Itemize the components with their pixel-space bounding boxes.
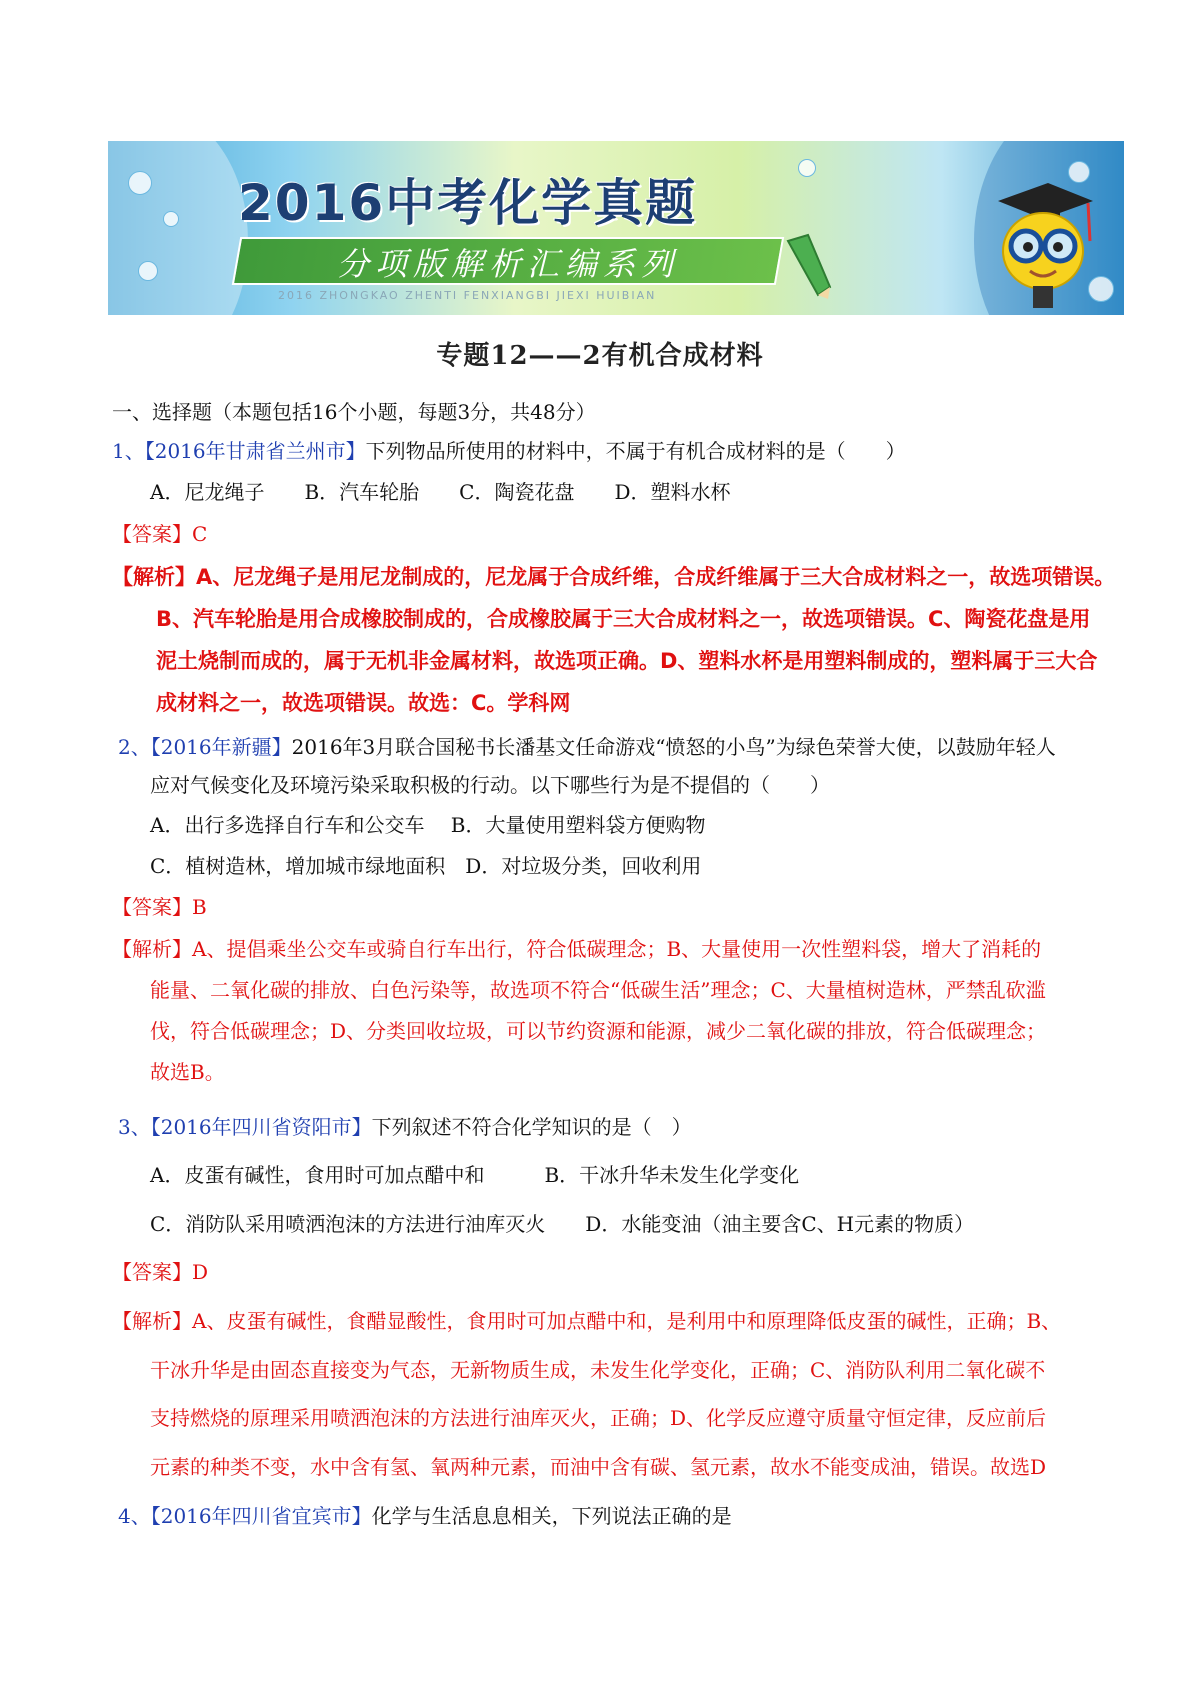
question-4	[118, 1502, 732, 1530]
question-number: 2、	[118, 735, 151, 759]
question-stem: 下列叙述不符合化学知识的是（ ）	[371, 1115, 692, 1139]
mascot-icon	[978, 171, 1098, 311]
answer: 【答案】B	[112, 895, 207, 919]
question-1	[112, 437, 906, 465]
question-stem: 2016年3月联合国秘书长潘基文任命游戏“愤怒的小鸟”为绿色荣誉大使，以鼓励年轻人	[291, 735, 1056, 759]
analysis-line: 成材料之一，故选项错误。故选：C。学科网	[156, 691, 571, 715]
bubble-icon	[798, 159, 816, 177]
banner-subtitle: 分项版解析汇编系列	[336, 245, 679, 283]
question-number: 4、	[118, 1504, 151, 1528]
question-number: 3、	[118, 1115, 151, 1139]
page-title: 专题12——2有机合成材料	[436, 341, 764, 371]
analysis-line: 【解析】A、尼龙绳子是用尼龙制成的，尼龙属于合成纤维，合成纤维属于三大合成材料之一，故选项错误。	[112, 565, 1116, 589]
question-source: 【2016年甘肃省兰州市】	[144, 439, 366, 463]
question-options: A．皮蛋有碱性，食用时可加点醋中和 B．干冰升华未发生化学变化	[150, 1163, 800, 1187]
question-number: 1、	[112, 439, 145, 463]
question-source: 【2016年四川省宜宾市】	[150, 1504, 372, 1528]
analysis-line: 支持燃烧的原理采用喷洒泡沫的方法进行油库灭火，正确；D、化学反应遵守质量守恒定律，反应前后	[150, 1406, 1047, 1430]
question-options: C．植树造林，增加城市绿地面积 D．对垃圾分类，回收利用	[150, 854, 702, 878]
question-3	[118, 1113, 692, 1141]
banner-wave-left	[108, 141, 248, 315]
question-options: A．出行多选择自行车和公交车 B．大量使用塑料袋方便购物	[150, 813, 706, 837]
bubble-icon	[163, 211, 179, 227]
analysis-line: 伐，符合低碳理念；D、分类回收垃圾，可以节约资源和能源，减少二氧化碳的排放，符合低碳理念；	[150, 1019, 1047, 1043]
bubble-icon	[128, 171, 152, 195]
question-options: A．尼龙绳子 B．汽车轮胎 C．陶瓷花盘 D．塑料水杯	[150, 480, 731, 504]
analysis-line: B、汽车轮胎是用合成橡胶制成的，合成橡胶属于三大合成材料之一，故选项错误。C、陶瓷花盘是用	[156, 607, 1091, 631]
question-stem: 化学与生活息息相关，下列说法正确的是	[371, 1504, 732, 1528]
question-stem: 下列物品所使用的材料中，不属于有机合成材料的是（ ）	[365, 439, 906, 463]
analysis-line: 能量、二氧化碳的排放、白色污染等，故选项不符合“低碳生活”理念；C、大量植树造林，严禁乱砍滥	[150, 978, 1046, 1002]
answer: 【答案】C	[112, 522, 208, 546]
question-2	[118, 733, 1056, 761]
analysis-line: 故选B。	[150, 1060, 225, 1084]
analysis-line: 泥土烧制而成的，属于无机非金属材料，故选项正确。D、塑料水杯是用塑料制成的，塑料属于三大合	[156, 649, 1098, 673]
header-banner	[108, 141, 1124, 315]
question-source: 【2016年新疆】	[150, 735, 292, 759]
question-source: 【2016年四川省资阳市】	[150, 1115, 372, 1139]
analysis-line: 【解析】A、皮蛋有碱性，食醋显酸性，食用时可加点醋中和，是利用中和原理降低皮蛋的碱性，正确；B、	[112, 1309, 1062, 1333]
analysis-line: 【解析】A、提倡乘坐公交车或骑自行车出行，符合低碳理念；B、大量使用一次性塑料袋，增大了消耗的	[112, 937, 1042, 961]
banner-small-text: 2016 ZHONGKAO ZHENTI FENXIANGBI JIEXI HUIBIAN	[278, 289, 657, 302]
analysis-line: 干冰升华是由固态直接变为气态，无新物质生成，未发生化学变化，正确；C、消防队利用二氧化碳不	[150, 1358, 1046, 1382]
pencil-icon	[778, 231, 838, 301]
section-header: 一、选择题（本题包括16个小题，每题3分，共48分）	[112, 400, 596, 424]
analysis-line: 元素的种类不变，水中含有氢、氧两种元素，而油中含有碳、氢元素，故水不能变成油，错误。故选D	[150, 1455, 1047, 1479]
question-stem-cont: 应对气候变化及环境污染采取积极的行动。以下哪些行为是不提倡的（ ）	[150, 773, 830, 797]
question-options: C．消防队采用喷洒泡沫的方法进行油库灭火 D．水能变油（油主要含C、H元素的物质）	[150, 1212, 975, 1236]
banner-title: 2016中考化学真题	[238, 174, 698, 232]
answer: 【答案】D	[112, 1260, 209, 1284]
bubble-icon	[138, 261, 158, 281]
